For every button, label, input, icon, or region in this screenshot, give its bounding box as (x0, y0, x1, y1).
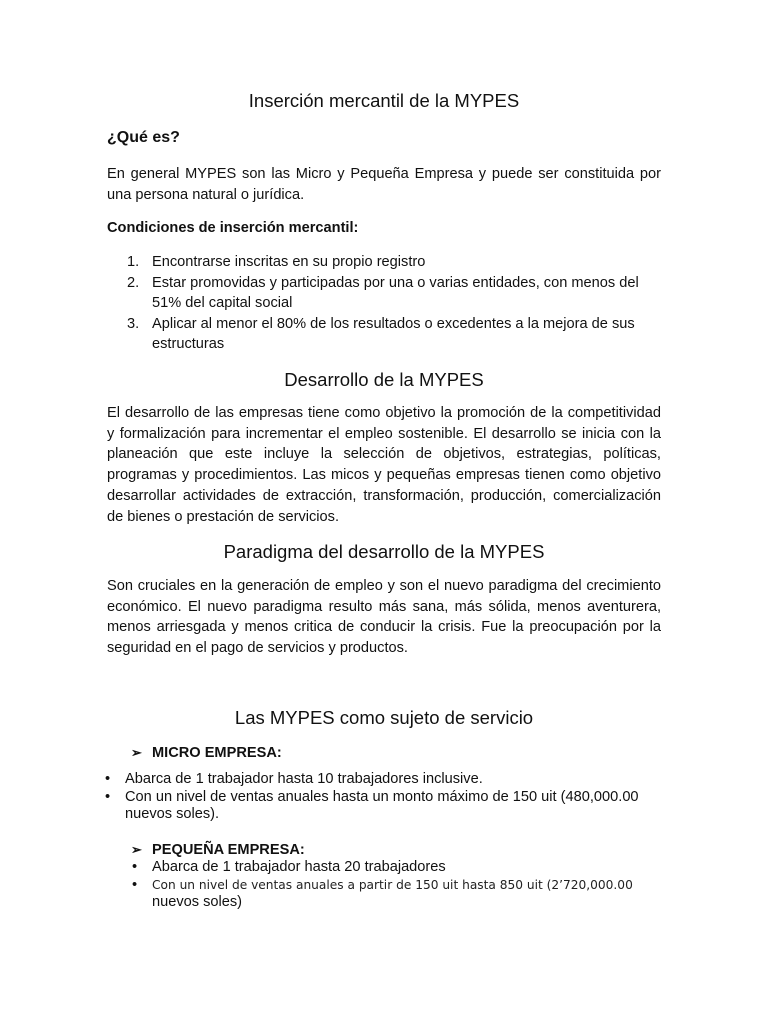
list-item-text: Con un nivel de ventas anuales a partir de 150 uit hasta 850 uit (2’720,000.00 (152, 877, 633, 892)
pequena-empresa-list (132, 859, 662, 912)
list-item-text: Estar promovidas y participadas por una o varias entidades, con menos del 51% del capital social (152, 274, 639, 311)
list-item (132, 859, 662, 877)
paradigma-title: Paradigma del desarrollo de la MYPES (223, 541, 545, 562)
micro-empresa-list (106, 771, 662, 824)
arrow-bullet-icon: ➢ (131, 842, 142, 857)
pequena-empresa-heading (131, 840, 305, 860)
paradigma-paragraph: Son cruciales en la generación de empleo y son el nuevo paradigma del crecimiento económico. El nuevo paradigma resulto más sana, más sólida, menos aventurera, menos arriesgada y menos critica de conducir la crisis. Fue la preocupación por la seguridad en el pago de servicios y productos. (107, 578, 661, 657)
list-item-text: Aplicar al menor el 80% de los resultados o excedentes a la mejora de sus estructuras (152, 315, 635, 352)
list-item (107, 273, 661, 314)
list-item-number: 3. (127, 315, 140, 332)
page-title: Inserción mercantil de la MYPES (248, 90, 520, 111)
list-item (107, 314, 661, 355)
micro-empresa-heading (131, 743, 282, 763)
desarrollo-paragraph: El desarrollo de las empresas tiene como objetivo la promoción de la competitividad y formalización para incrementar el empleo sostenible. El desarrollo se inicia con la planeación que este incluye la selección de objetivos, estrategias, políticas, programas y procedimientos. Las micos y pequeñas empresas tienen como objetivo desarrollar actividades de extracción, transformación, producción, comercialización de bienes o prestación de servicios. (107, 405, 661, 525)
bullet-icon: • (132, 859, 138, 875)
list-item-text: Con un nivel de ventas anuales hasta un monto máximo de 150 uit (480,000.00 nuevos soles). (125, 788, 639, 822)
list-item (132, 877, 662, 912)
pequena-empresa-label: PEQUEÑA EMPRESA: (152, 842, 305, 858)
micro-empresa-label: MICRO EMPRESA: (152, 745, 282, 761)
list-item (106, 789, 662, 824)
list-item-number: 1. (127, 254, 140, 270)
arrow-bullet-icon: ➢ (131, 745, 142, 760)
list-item-number: 2. (127, 274, 140, 291)
list-item (106, 771, 662, 789)
bullet-icon: • (105, 771, 111, 787)
condiciones-heading: Condiciones de inserción mercantil: (107, 220, 359, 236)
list-item (107, 252, 661, 273)
bullet-icon: • (132, 876, 138, 893)
list-item-text: Abarca de 1 trabajador hasta 10 trabajadores inclusive. (125, 771, 483, 787)
list-item-text-continued: nuevos soles) (152, 894, 243, 910)
sujeto-title: Las MYPES como sujeto de servicio (234, 707, 534, 728)
bullet-icon: • (105, 788, 111, 805)
desarrollo-title: Desarrollo de la MYPES (284, 369, 484, 390)
list-item-text: Encontrarse inscritas en su propio registro (152, 254, 426, 270)
list-item-text: Abarca de 1 trabajador hasta 20 trabajadores (152, 859, 446, 875)
que-es-paragraph: En general MYPES son las Micro y Pequeña Empresa y puede ser constituida por una persona natural o jurídica. (107, 166, 661, 203)
condiciones-list (107, 252, 661, 355)
que-es-heading: ¿Qué es? (107, 129, 180, 146)
